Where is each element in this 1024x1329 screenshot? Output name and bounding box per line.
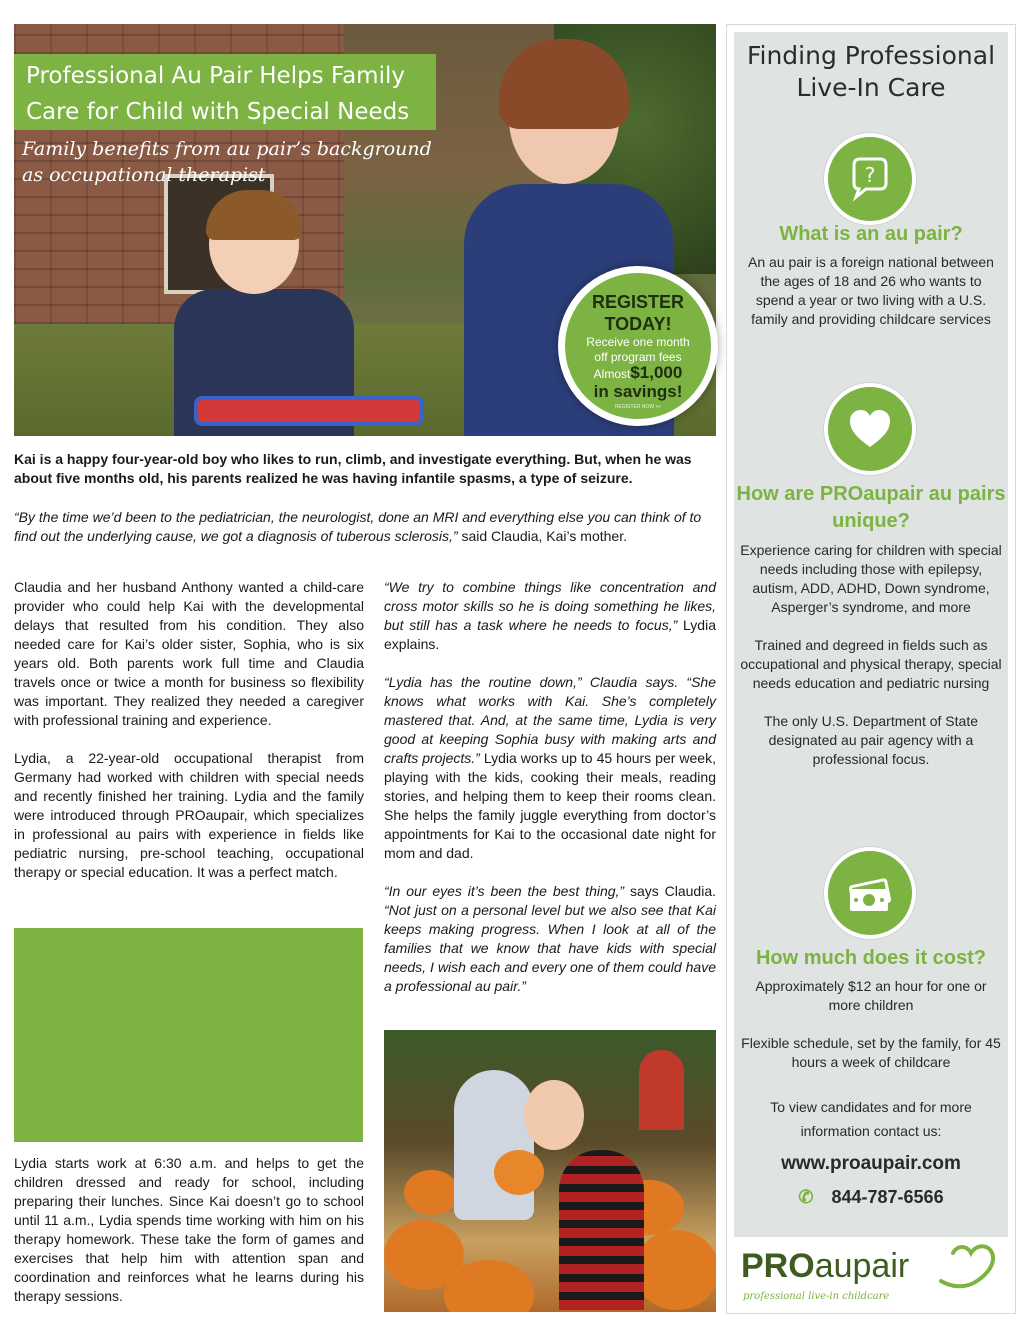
green-placeholder-block	[14, 928, 363, 1142]
phone-number[interactable]	[734, 1187, 1008, 1208]
heart-icon	[824, 383, 916, 475]
paragraph: Approximately $12 an hour for one or more children	[755, 978, 987, 1013]
badge-register-now[interactable]: REGISTER NOW »»	[614, 404, 662, 410]
paragraph: Lydia, a 22-year-old occupational therapist from Germany had worked with children with special needs and recently finished her training. Lydia and the family were introduced through PROaupair, which specializes in professional au pairs with experience in fields like pediatric nursing, pre-school teaching, occupational therapy or special education. It was a perfect match.	[14, 750, 364, 880]
article-title: Professional Au Pair Helps Family Care for Child with Special Needs	[26, 63, 410, 125]
faq-text-what: An au pair is a foreign national between the ages of 18 and 26 who wants to spend a year or two living with a U.S. family and providing childcare services	[748, 254, 994, 327]
article-column-left	[14, 578, 364, 901]
sidebar-title: Finding Professional Live-In Care	[746, 41, 996, 102]
phone-icon: ✆	[798, 1187, 814, 1207]
article-lead: Kai is a happy four-year-old boy who likes to run, climb, and investigate everything. But, when he was about five months old, his parents realized he was having infantile spasms, a type of seizure.	[14, 451, 692, 486]
sidebar	[726, 24, 1016, 1314]
faq-heading-what: What is an au pair?	[779, 223, 963, 245]
contact-text: To view candidates and for more information contact us:	[770, 1099, 972, 1139]
logo-tagline: professional live-in childcare	[743, 1291, 890, 1302]
heart-outline-logo-icon	[931, 1241, 1001, 1293]
paragraph: Trained and degreed in fields such as occupational and physical therapy, special needs education and pediatric nursing	[740, 637, 1002, 691]
paragraph: Claudia and her husband Anthony wanted a child-care provider who could help Kai with the developmental delays that resulted from his condition. They also needed care for Kai’s older sister, Sophia, who is six years old. Both parents work full time and Claudia travels once or twice a month for business so flexibility was important. They realized they needed a caregiver with professional training and experience.	[14, 579, 364, 728]
paragraph: Experience caring for children with special needs including those with epilepsy, autism, ADD, ADHD, Down syndrome, Asperger’s syndrome, and more	[740, 542, 1002, 615]
pumpkin-patch-photo	[384, 1030, 716, 1312]
money-icon	[824, 847, 916, 939]
logo-wordmark: PROaupair	[741, 1247, 910, 1285]
paragraph: “Lydia has the routine down,” Claudia says. “She knows what works with Kai. She’s completely mastered that. And, at the same time, Lydia is very good at keeping Sophia busy with making arts and crafts projects.” Lydia works up to 45 hours per week, playing with the kids, cooking their meals, reading stories, and helping them to keep their rooms clean. She helps the family juggle everything from doctor’s appointments for Kai to the occasional date night for mom and dad.	[384, 674, 716, 861]
paragraph: Lydia starts work at 6:30 a.m. and helps to get the children dressed and ready for school, including preparing their lunches. Since Kai doesn’t go to school until 11 a.m., Lydia spends time working with him on his therapy homework. These take the form of games and exercises that help him with attention span and coordination and reinforces what he learns during his therapy sessions.	[14, 1155, 364, 1304]
question-bubble-icon	[824, 133, 916, 225]
badge-almost: Almost	[593, 367, 631, 381]
phone-number-text: 844-787-6566	[831, 1187, 944, 1207]
badge-title-1: REGISTER	[591, 292, 684, 312]
badge-amount: $1,000	[630, 363, 683, 382]
website-link[interactable]: www.proaupair.com	[781, 1153, 961, 1174]
register-badge[interactable]	[558, 266, 718, 426]
article-subtitle: Family benefits from au pair’s background as occupational therapist	[22, 138, 432, 186]
drawing-toy	[194, 396, 424, 426]
svg-text:?: ?	[864, 163, 876, 187]
faq-heading-unique: How are PROaupair au pairs unique?	[736, 483, 1006, 532]
faq-text-unique	[740, 541, 1002, 788]
paragraph: “We try to combine things like concentration and cross motor skills so he is doing something he likes, but still has a task where he needs to focus,” Lydia explains.	[384, 579, 716, 652]
proaupair-logo	[741, 1241, 1011, 1311]
article-column-left-bottom	[14, 1154, 364, 1325]
badge-title-2: TODAY!	[604, 314, 672, 334]
article-column-right	[384, 578, 716, 1015]
faq-heading-cost: How much does it cost?	[755, 947, 987, 969]
paragraph: “In our eyes it’s been the best thing,” says Claudia. “Not just on a personal level but we also see that Kai keeps making progress. When I look at all of the families that we know that have kids with special needs, I wish each and every one of them could have a professional au pair.”	[384, 883, 716, 994]
paragraph: The only U.S. Department of State designated au pair agency with a professional focus.	[764, 713, 978, 767]
badge-line-2: off program fees	[594, 350, 682, 364]
badge-line-1: Receive one month	[586, 335, 690, 349]
article-quote-1: “By the time we’d been to the pediatrician, the neurologist, done an MRI and everything else you can think of to find out the underlying cause, we got a diagnosis of tuberous sclerosis,” said Claudia, Kai’s mother.	[14, 509, 702, 544]
faq-text-cost	[740, 977, 1002, 1091]
badge-savings: in savings!	[593, 382, 683, 401]
paragraph: Flexible schedule, set by the family, for 45 hours a week of childcare	[741, 1035, 1001, 1070]
article-title-box	[14, 54, 436, 130]
